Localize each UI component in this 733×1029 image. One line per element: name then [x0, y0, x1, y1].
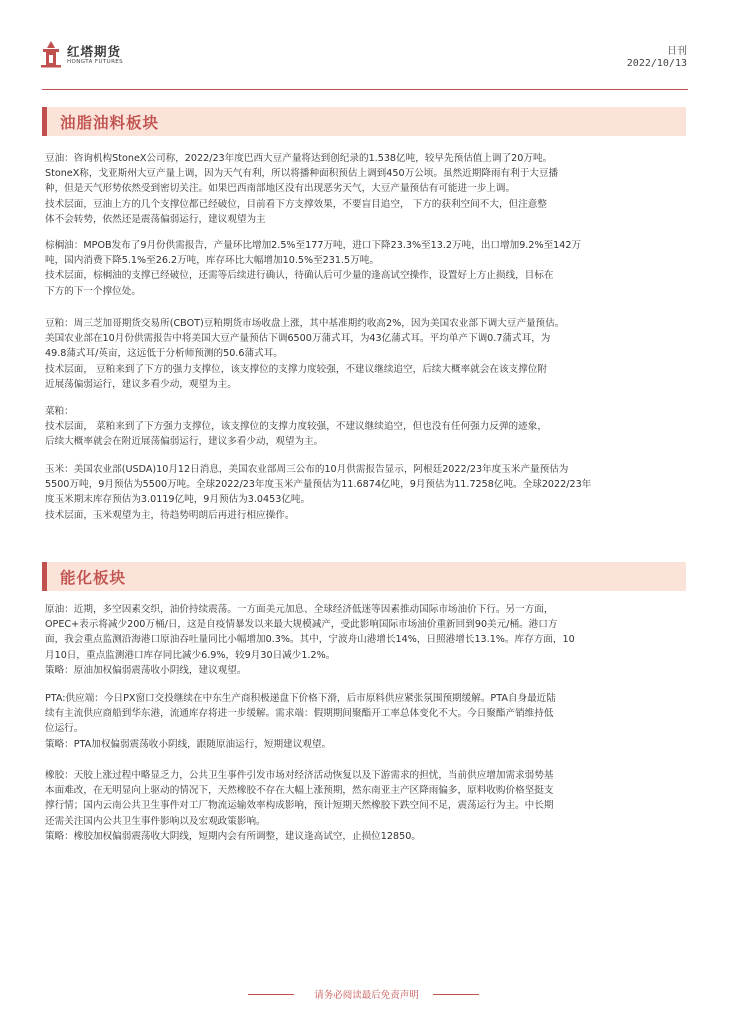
text-line: 策略：原油加权偏弱震荡收小阴线，建议观望。 [45, 664, 247, 676]
text-line: 技术层面，玉米观望为主，待趋势明朗后再进行相应操作。 [45, 509, 295, 521]
text-line: 技术层面，豆油上方的几个支撑位都已经破位，目前看下方支撑效果，不要盲目追空， 下方的获利空间不大，但注意整 [45, 198, 547, 210]
text-line: 近展荡偏弱运行，建议多看少动，观望为主。 [45, 378, 237, 390]
text-line: 5500万吨，9月预估为5500万吨。全球2022/23年度玉米产量预估为11.6874亿吨，9月预估为11.7258亿吨。全球2022/23年 [45, 479, 592, 491]
paragraph-soybean-oil [45, 151, 687, 227]
header-divider [42, 89, 688, 90]
text-line: 豆粕：周三芝加哥期货交易所(CBOT)豆粕期货市场收盘上涨，其中基准期约收高2%，因为美国农业部下调大豆产量预估。 [45, 318, 565, 329]
text-line: 策略：PTA加权偏弱震荡收小阴线，跟随原油运行，短期建议观望。 [45, 738, 332, 750]
text-line: 美国农业部在10月份供需报告中将美国大豆产量预估下调6500万蒲式耳，为43亿蒲式耳。平均单产下调0.7蒲式耳，为 [45, 333, 551, 345]
report-type: 日刊 [667, 46, 687, 57]
text-line: 技术层面，棕榈油的支撑已经破位，还需等后续进行确认，待确认后可少量的逢高试空操作，设置好上方止损线，目标在 [45, 270, 554, 282]
text-line: 原油：近期，多空因素交织，油价持续震荡。一方面美元加息、全球经济低迷等因素推动国际市场油价下行。另一方面， [45, 604, 554, 615]
text-line: 棕榈油：MPOB发布了9月份供需报告，产量环比增加2.5%至177万吨，进口下降23.3%至13.2万吨，出口增加9.2%至142万 [45, 240, 582, 251]
text-line: 月10日，重点监测港口库存同比减少6.9%，较9月30日减少1.2%。 [45, 649, 336, 661]
paragraph-soybean-meal [45, 316, 687, 392]
page-footer [0, 985, 733, 1005]
text-line: 吨，国内消费下降5.1%至26.2万吨，库存环比大幅增加10.5%至231.5万吨。 [45, 255, 379, 267]
text-line: OPEC+表示将减少200万桶/日，这是自疫情暴发以来最大规模减产，受此影响国际市场油价重新回到90美元/桶。港口方 [45, 619, 558, 631]
footer-disclaimer: 请务必阅读最后免责声明 [314, 990, 419, 1001]
logo-chinese-name: 红塔期货 [67, 44, 122, 59]
text-line: 策略：橡胶加权偏弱震荡收大阴线，短期内会有所调整，建议逢高试空，止损位12850。 [45, 830, 421, 842]
text-line: 面，我会重点监测沿海港口原油吞吐量同比小幅增加0.3%。其中，宁波舟山港增长14%，日照港增长13.1%。库存方面，10 [45, 634, 575, 646]
logo-english-name: HONGTA FUTURES [67, 59, 124, 65]
section-title-energy-chemicals [42, 562, 686, 591]
text-line: 撑行情；国内云南公共卫生事件对工厂物流运输效率构成影响，预计短期天然橡胶下跌空间不足，震荡运行为主。中长期 [45, 800, 554, 812]
text-line: 后续大概率就会在附近展荡偏弱运行，建议多看少动，观望为主。 [45, 436, 324, 448]
text-line: 技术层面， 菜粕来到了下方强力支撑位，该支撑位的支撑力度较强，不建议继续追空，但也没有任何强力反弹的迹象， [45, 421, 547, 433]
section-title-text: 能化板块 [60, 569, 127, 587]
text-line: 49.8蒲式耳/英亩，这远低于分析师预测的50.6蒲式耳。 [45, 348, 283, 360]
paragraph-corn [45, 462, 687, 523]
paragraph-rubber [45, 768, 687, 844]
text-line: 菜粕： [45, 406, 74, 417]
text-line: 橡胶：天胶上涨过程中略显乏力，公共卫生事件引发市场对经济活动恢复以及下游需求的担忧，当前供应增加需求弱势基 [45, 770, 554, 781]
text-line: 度玉米期末库存预估为3.0119亿吨，9月预估为3.0453亿吨。 [45, 494, 311, 506]
section-title-text: 油脂油料板块 [60, 114, 160, 132]
paragraph-pta [45, 691, 687, 752]
text-line: 技术层面， 豆粕来到了下方的强力支撑位，该支撑位的支撑力度较强，不建议继续追空，后续大概率就会在该支撑位附 [45, 363, 547, 375]
section-title-oils [42, 107, 686, 136]
text-line: 位运行。 [45, 723, 84, 735]
text-line: 续有主流供应商船到华东港，流通库存将进一步缓解。需求端：假期期间聚酯开工率总体变化不大。今日聚酯产销维持低 [45, 708, 554, 720]
text-line: 本面难改，在无明显向上驱动的情况下，天然橡胶不存在大幅上涨预期，然东南亚主产区降雨偏多，原料收购价格坚挺支 [45, 785, 554, 797]
hongta-logo-icon [38, 40, 64, 68]
text-line: StoneX称，戈亚斯州大豆产量上调，因为天气有利，所以将播种面积预估上调到450万公顷。虽然近期降雨有利于大豆播 [45, 168, 559, 180]
text-line: 还需关注国内公共卫生事件影响以及宏观政策影响。 [45, 815, 266, 827]
text-line: PTA:供应端：今日PX窗口交投继续在中东生产商积极递盘下价格下滑，后市原料供应紧张氛围预期缓解。PTA自身最近陆 [45, 693, 556, 704]
text-line: 玉米：美国农业部(USDA)10月12日消息，美国农业部周三公布的10月供需报告显示，阿根廷2022/23年度玉米产量预估为 [45, 464, 569, 475]
paragraph-palm-oil [45, 238, 687, 299]
company-logo [38, 40, 148, 72]
paragraph-rapeseed-meal [45, 404, 687, 450]
report-date: 2022/10/13 [626, 58, 687, 69]
text-line: 种，但是天气形势依然受到密切关注。如果巴西南部地区没有出现恶劣天气，大豆产量预估有可能进一步上调。 [45, 183, 516, 195]
paragraph-crude-oil [45, 602, 687, 678]
text-line: 下方的下一个撑位处。 [45, 285, 141, 297]
footer-line-right [433, 994, 479, 995]
text-line: 豆油：咨询机构StoneX公司称，2022/23年度巴西大豆产量将达到创纪录的1.538亿吨，较早先预估值上调了20万吨。 [45, 153, 553, 164]
text-line: 体不会转势，依然还是震荡偏弱运行，建议观望为主 [45, 213, 266, 225]
page-header [0, 0, 733, 95]
